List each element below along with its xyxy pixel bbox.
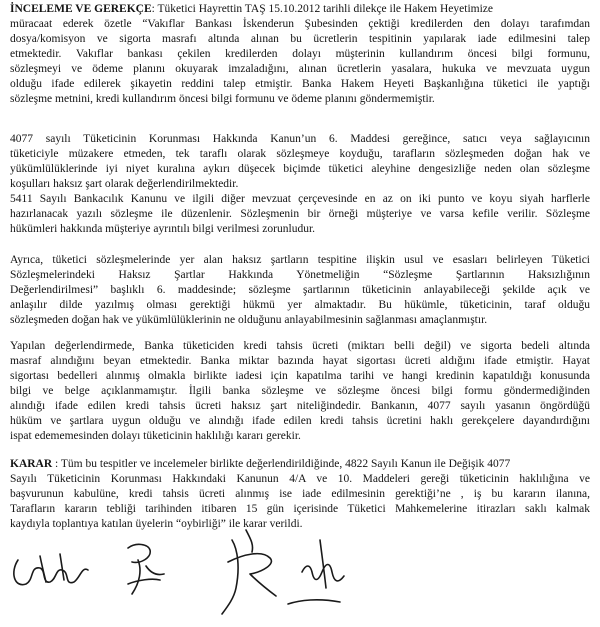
text-line: sözleşme metnini, kredi kullandırım öncesi bilgi formunu ve ödeme planını göndermemiştir.	[10, 92, 435, 105]
signature-2	[128, 544, 164, 594]
text-line: hüküm ve şartlara uygun olduğu ve alındığı ifade edilen kredi tahsis ücretini haklı gerekçelere dayandırdığını	[10, 414, 590, 427]
text-line: anlaşılır dilde yazılmış olması gerektiği hükmü yer almaktadır. Bu hükümle, tüketicinin, taraf olduğu	[10, 298, 590, 311]
paragraph-yonetmelik	[10, 253, 590, 328]
paragraph-4077-kanun	[10, 132, 590, 192]
text-line: Değerlendirilmesi” başlıklı 6. maddesinde; sözleşme şartlarının tüketicinin anlayabileceği şekilde açık ve	[10, 283, 590, 296]
text-line: tüketiciyle müzakere etmeden, tek taraflı olarak sözleşmeye koyduğu, tarafların sözleşmeden doğan hak ve	[10, 147, 590, 160]
text-line: müracaat ederek özetle “Vakıflar Bankası İskenderun Şubesinden çektiği kredilerden den dolayı tarafımdan	[10, 17, 590, 30]
text-line: sigortası bedelleri alınmış olmakla birlikte iadesi için kapatılma tarihi ve hangi kredinin kapatıldığı konusunda	[10, 369, 590, 382]
paragraph-5411-kanun	[10, 192, 590, 237]
text-line: kaydıyla toplantıya katılan üyelerin “oybirliği” ile karar verildi.	[10, 517, 303, 530]
text-line: 5411 Sayılı Bankacılık Kanunu ve ilgili diğer mevzuat çerçevesinde en az on iki punto ve koyu siyah harflerle	[10, 193, 590, 205]
text-line: Sayılı Tüketicinin Korunması Hakkındaki Kanunun 4/A ve 10. Maddeleri gereği tüketicinin haklılığına ve	[10, 472, 590, 485]
signature-area	[0, 510, 600, 627]
text-line: sözleşmeden doğan hak ve yükümlülüklerinin ne olduğunu anlayabilmesinin sağlanması amaçlanmıştır.	[10, 313, 488, 326]
text-line: Tarafların kararın tebliği tarihinden itibaren 15 gün içerisinde Tüketici Mahkemelerine itirazları saklı kalmak	[10, 502, 590, 515]
text-line: olduğu ifade edilerek şikayetin reddini talep etmiştir. Banka Hakem Heyeti Başkanlığına tüketici ile yaptığı	[10, 77, 590, 90]
section-heading-karar: KARAR	[10, 458, 53, 470]
text-line: Yapılan değerlendirmede, Banka tüketiciden kredi tahsis ücreti (miktarı belli değil) ve sigorta bedeli altında	[10, 340, 590, 352]
text-line: alındığı ifade edilen kredi tahsis ücreti haksız şart niteliğindedir. Bankanın, 4077 sayılı yasanın öngördüğü	[10, 399, 590, 412]
signature-1	[14, 554, 88, 585]
text-line: masraf alındığını beyan etmektedir. Banka miktar bazında hayat sigortası ücreti aldığını ifade etmiştir. Hayat	[10, 354, 590, 367]
text-line: Ayrıca, tüketici sözleşmelerinde yer alan haksız şartların tespitine ilişkin usul ve esasları belirleyen Tüketici	[10, 254, 590, 266]
text-line: 4077 sayılı Tüketicinin Korunması Hakkında Kanun’un 6. Maddesi gereğince, satıcı veya sağlayıcının	[10, 133, 590, 145]
paragraph-inceleme-gerekce	[10, 2, 590, 107]
text-line: ispat edememesinden dolayı tüketicinin haklılığı kararı gerekir.	[10, 429, 301, 442]
section-heading-inceleme: İNCELEME VE GEREKÇE	[10, 3, 152, 15]
text-line	[10, 2, 590, 17]
signature-strokes	[0, 510, 600, 627]
text-line-content: : Tüm bu tespitler ve incelemeler birlikte değerlendirildiğinde, 4822 Sayılı Kanun ile Değişik 4077	[52, 458, 511, 470]
text-line: hükümleri hakkında müşteriye ayrıntılı bilgi verilmesi zorunludur.	[10, 222, 316, 235]
signature-4	[288, 540, 344, 604]
text-line	[10, 457, 590, 472]
signature-3	[222, 530, 276, 614]
text-line: sözleşmeyi ve ödeme planını okuyarak imzaladığını, alınan ücretlerin yasalara, hukuka ve mevzuata uygun	[10, 62, 590, 75]
text-line: başvurunun kabulüne, kredi tahsis ücreti alınmış ise iade edilmesinin gerektiği’ne , iş bu kararın ilanına,	[10, 487, 590, 500]
paragraph-degerlendirme	[10, 339, 590, 444]
text-line: dosya/komisyon ve sigorta masrafı altında alınan bu ücretlerin tespitinin yapılarak iade edilmesini talep	[10, 32, 590, 45]
text-line: etmektedir. Vakıflar bankası çekilen kredilerden dolayı müşterinin kullandırım öncesi bilgi formunu,	[10, 47, 590, 60]
text-line: hazırlanacak yazılı sözleşme ile düzenlenir. Sözleşmenin bir örneği müşteriye ve varsa kefile verilir. Sözleşme	[10, 207, 590, 220]
text-line: yükümlülüklerinde iyi niyet kuralına aykırı düşecek biçimde tüketici aleyhine dengesizliğe neden olan sözleşme	[10, 162, 590, 175]
text-line: bilgi ve belge açıklanmamıştır. İlgili banka sözleşme ve sözleşme öncesi bilgi formu göndermediğinden	[10, 384, 590, 397]
text-line: Sözleşmelerindeki Haksız Şartlar Hakkında Yönetmeliğin “Sözleşme Şartlarının Haksızlığının	[10, 268, 590, 281]
text-line: koşulları haksız şart olarak değerlendirilmektedir.	[10, 177, 239, 190]
text-line-content: : Tüketici Hayrettin TAŞ 15.10.2012 tarihli dilekçe ile Hakem Heyetimize	[151, 3, 493, 15]
